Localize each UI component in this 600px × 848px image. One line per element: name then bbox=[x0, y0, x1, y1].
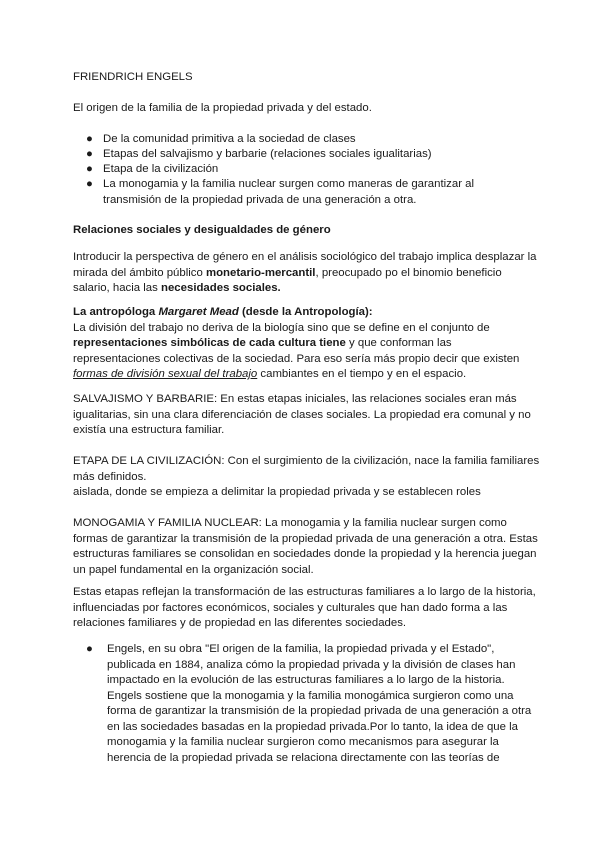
salvajismo-paragraph: SALVAJISMO Y BARBARIE: En estas etapas iniciales, las relaciones sociales eran más igualitarias, sin una clara diferenciación de clases sociales. La propiedad era comunal y no existía una estructura familiar. bbox=[73, 393, 531, 436]
bullet-icon: ● bbox=[86, 148, 93, 160]
doc-subtitle: El origen de la familia de la propiedad privada y del estado. bbox=[73, 102, 372, 114]
bullet-icon: ● bbox=[86, 133, 93, 145]
etapas-paragraph: Estas etapas reflejan la transformación de las estructuras familiares a lo largo de la historia, influenciadas por factores económicos, sociales y culturales que han dado forma a las relaciones familiares y de propiedad en las diferentes sociedades. bbox=[73, 586, 536, 629]
monogamia-paragraph: MONOGAMIA Y FAMILIA NUCLEAR: La monogamia y la familia nuclear surgen como formas de garantizar la transmisión de la propiedad privada de una generación a otra. Estas estructuras familiares se consolidan en sociedades donde la propiedad y la herencia juegan un papel fundamental en la organización social. bbox=[73, 517, 538, 576]
bullet-icon: ● bbox=[86, 163, 93, 175]
underlined-term: formas de división sexual del trabajo bbox=[73, 368, 258, 380]
document-page: FRIENDRICH ENGELS El origen de la familia de la propiedad privada y del estado. ● De la comunidad primitiva a la sociedad de clases ● Etapas del salvajismo y barbarie (relaciones sociales igualitarias) ● Etapa de la civilización ● La monogamia y la familia nuclear surgen como maneras de garantizar al transmisión de la propiedad privada de una generación a otra. Relaciones sociales y desigualdades de género Introducir la perspectiva de género en el análisis sociológico del trabajo implica desplazar la mirada del ámbito público monetario-mercantil, preocupado po el binomio beneficio salario, hacia las necesidades sociales. La antropóloga Margaret Mead (desde la Antropología): La división del trabajo no deriva de la biología sino que se define en el conjunto de representaciones simbólicas de cada cultura tiene y que conforman las representaciones colectivas de la sociedad. Para eso sería más propio decir que existen formas de división sexual del trabajo cambiantes en el tiempo y en el espacio. SALVAJISMO Y BARBARIE: En estas etapas iniciales, las relaciones sociales eran más igualitarias, sin una clara diferenciación de clases sociales. La propiedad era comunal y no existía una estructura familiar. ETAPA DE LA CIVILIZACIÓN: Con el surgimiento de la civilización, nace la familia familiares más definidos. aislada, donde se empieza a delimitar la propiedad privada y se establecen roles MONOGAMIA Y FAMILIA NUCLEAR: La monogamia y la familia nuclear surgen como formas de garantizar la transmisión de la propiedad privada de una generación a otra. Estas estructuras familiares se consolidan en sociedades donde la propiedad y la herencia juegan un papel fundamental en la organización social. Estas etapas reflejan la transformación de las estructuras familiares a lo largo de la historia, influenciadas por factores económicos, sociales y culturales que han dado forma a las relaciones familiares y de propiedad en las diferentes sociedades. ● Engels, en su obra "El origen de la familia, la propiedad privada y el Estado", publicada en 1884, analiza cómo la propiedad privada y la división de clases han impactado en la evolución de las estructuras familiares a lo largo de la historia. Engels sostiene que la monogamia y la familia monogámica surgieron como una forma de garantizar la transmisión de la propiedad privada de una generación a otra en las sociedades basadas en la propiedad privada.Por lo tanto, la idea de que la monogamia y la familia nuclear surgieron como mecanismos para asegurar la herencia de la propiedad privada se relaciona directamente con las teorías de bbox=[73, 71, 540, 764]
section-heading: Relaciones sociales y desigualdades de género bbox=[73, 224, 331, 236]
intro-paragraph: Introducir la perspectiva de género en el análisis sociológico del trabajo implica desplazar la mirada del ámbito público monetario-mercantil, preocupado po el binomio beneficio salario, hacia las necesidades sociales. bbox=[73, 251, 537, 294]
civilizacion-paragraph: ETAPA DE LA CIVILIZACIÓN: Con el surgimiento de la civilización, nace la familia familiares más definidos. aislada, donde se empieza a delimitar la propiedad privada y se establecen roles bbox=[73, 455, 540, 498]
bullet-icon: ● bbox=[86, 178, 93, 190]
mead-heading: La antropóloga Margaret Mead (desde la Antropología): bbox=[73, 306, 373, 318]
mead-paragraph: La antropóloga Margaret Mead (desde la Antropología): La división del trabajo no deriva de la biología sino que se define en el conjunto de representaciones simbólicas de cada cultura tiene y que conforman las representaciones colectivas de la sociedad. Para eso sería más propio decir que existen formas de división sexual del trabajo cambiantes en el tiempo y en el espacio. bbox=[73, 305, 533, 383]
doc-title: FRIENDRICH ENGELS bbox=[73, 71, 193, 83]
bullet-icon: ● bbox=[86, 643, 93, 655]
